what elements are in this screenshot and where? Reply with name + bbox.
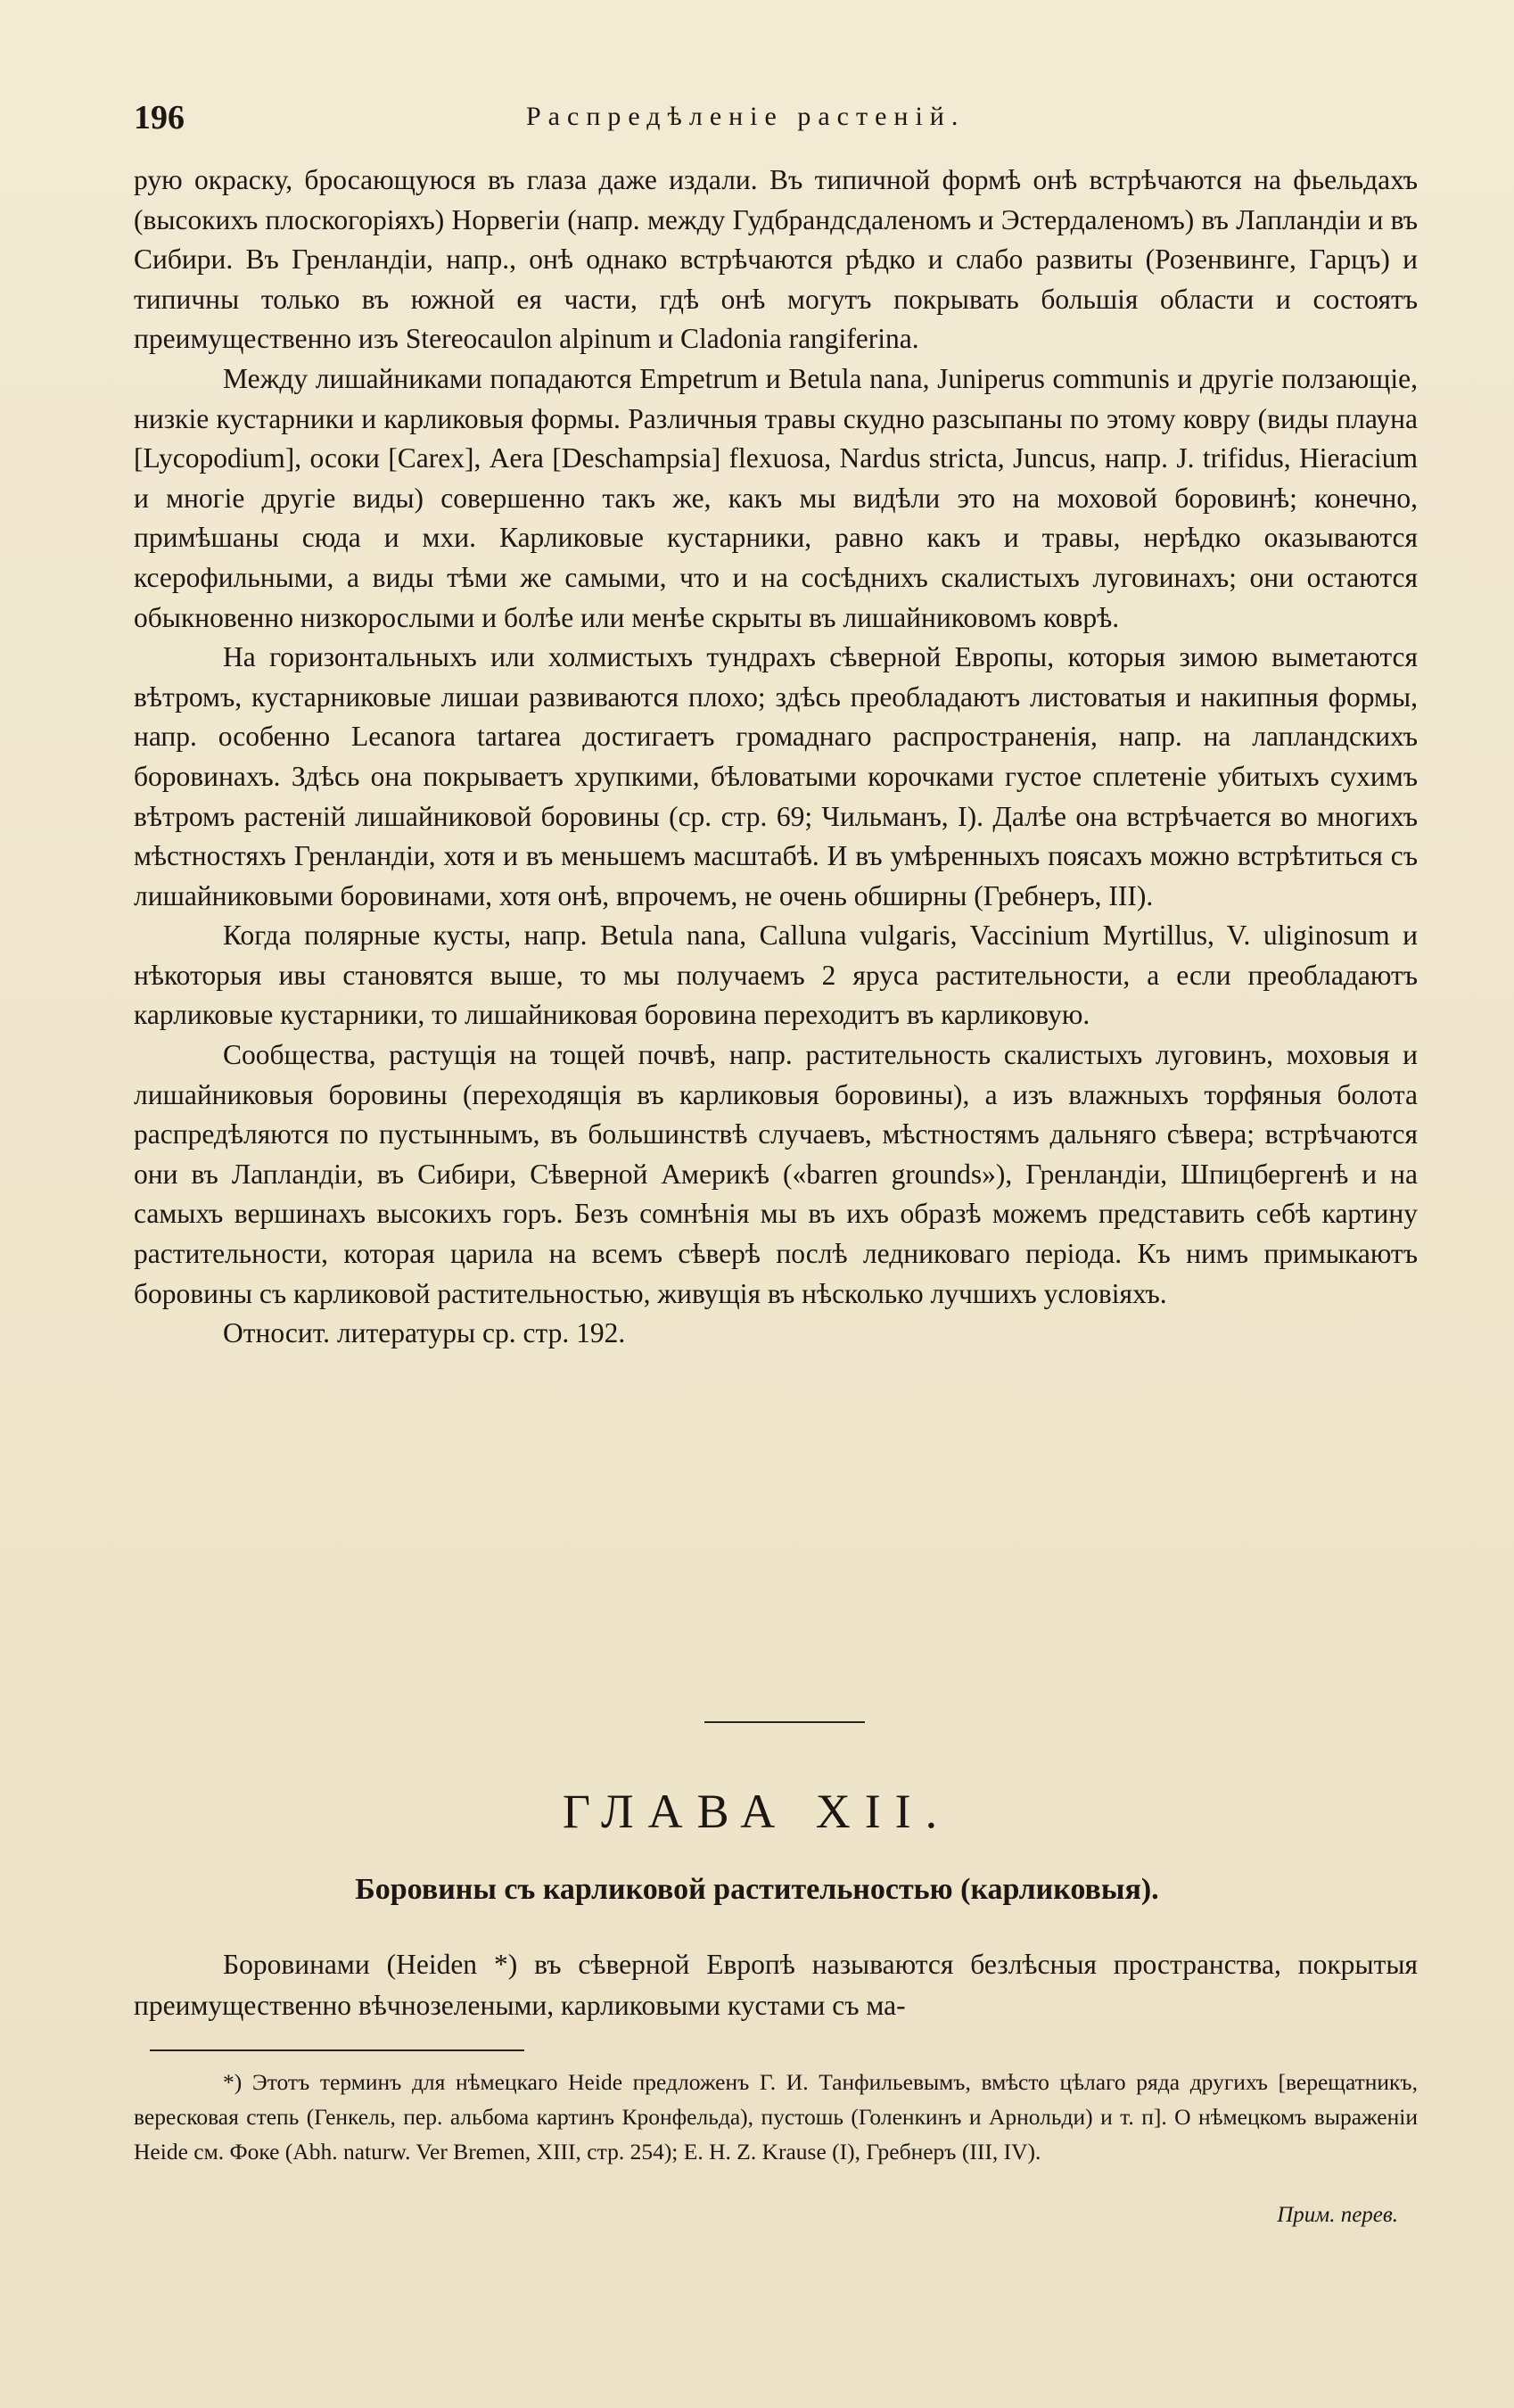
chapter-title: ГЛАВА XII. xyxy=(562,1785,952,1838)
chapter-intro xyxy=(134,1944,1418,2026)
page-header xyxy=(134,89,1398,143)
paragraph-4: Когда полярные кусты, напр. Betula nana, Calluna vulgaris, Vaccinium Myrtillus, V. uliginosum и нѣкоторыя ивы становятся выше, то мы получаемъ 2 яруса растительности, а если преобладаютъ карликовые кустарники, то лишайниковая боровина переходитъ въ карликовую. xyxy=(134,919,1418,1031)
footnote-signature: Прим. перев. xyxy=(1277,2203,1398,2227)
footnote-text: *) Этотъ терминъ для нѣмецкаго Heide предложенъ Г. И. Танфильевымъ, вмѣсто цѣлаго ряда другихъ [верещатникъ, вересковая степь (Генкель, пер. альбома картинъ Кронфельда), пустошь (Голенкинъ и Арнольди) и т. п]. О нѣмецкомъ выраженіи Heide см. Фоке (Abh. naturw. Ver Bremen, XIII, стр. 254); Е. Н. Z. Krause (I), Гребнеръ (III, IV). xyxy=(134,2069,1418,2165)
section-divider xyxy=(704,1721,865,1723)
paragraph-1: рую окраску, бросающуюся въ глаза даже издали. Въ типичной формѣ онѣ встрѣчаются на фьельдахъ (высокихъ плоскогоріяхъ) Норвегіи (напр. между Гудбрандсдаленомъ и Эстердаленомъ) въ Лапландіи и въ Сибири. Въ Гренландіи, напр., онѣ однако встрѣчаются рѣдко и слабо развиты (Розенвинге, Гарцъ) и типичны только въ южной ея части, гдѣ онѣ могутъ покрывать большія области и состоятъ преимущественно изъ Stereocaulon alpinum и Cladonia rangiferina. xyxy=(134,164,1418,355)
chapter-subtitle: Боровины съ карликовой растительностью (карликовыя). xyxy=(355,1873,1159,1906)
paragraph-2: Между лишайниками попадаются Empetrum и Betula nana, Juniperus communis и другіе ползающіе, низкіе кустарники и карликовыя формы. Различныя травы скудно разсыпаны по этому ковру (виды плауна [Lycopodium], осоки [Carex], Aera [Deschampsia] flexuosa, Nardus stricta, Juncus, напр. J. trifidus, Hieracium и многіе другіе виды) совершенно такъ же, какъ мы видѣли это на моховой боровинѣ; конечно, примѣшаны сюда и мхи. Карликовые кустарники, равно какъ и травы, нерѣдко оказываются ксерофильными, а виды тѣми же самыми, что и на сосѣднихъ скалистыхъ луговинахъ; они остаются обыкновенно низкорослыми и болѣе или менѣе скрыты въ лишайниковомъ коврѣ. xyxy=(134,362,1418,633)
body-text xyxy=(134,161,1418,1354)
paragraph-5: Сообщества, растущія на тощей почвѣ, напр. растительность скалистыхъ луговинъ, моховыя и лишайниковыя боровины (переходящія въ карликовыя боровины), а изъ влажныхъ торфяныя болота распредѣляются по пустыннымъ, въ большинствѣ случаевъ, мѣстностямъ дальняго сѣвера; встрѣчаются они въ Лапландіи, въ Сибири, Сѣверной Америкѣ («barren grounds»), Гренландіи, Шпицбергенѣ и на самыхъ вершинахъ высокихъ горъ. Безъ сомнѣнія мы въ ихъ образѣ можемъ представить себѣ картину растительности, которая царила на всемъ сѣверѣ послѣ ледниковаго періода. Къ нимъ примыкаютъ боровины съ карликовой растительностью, живущія въ нѣсколько лучшихъ условіяхъ. xyxy=(134,1039,1418,1309)
footnote-rule xyxy=(150,2049,524,2051)
chapter-intro-paragraph: Боровинами (Heiden *) въ сѣверной Европѣ называются безлѣсныя пространства, покрытыя преимущественно вѣчнозелеными, карликовыми кустами съ ма- xyxy=(134,1949,1418,2021)
page-number: 196 xyxy=(134,99,185,136)
paragraph-3: На горизонтальныхъ или холмистыхъ тундрахъ сѣверной Европы, которыя зимою выметаются вѣтромъ, кустарниковые лишаи развиваются плохо; здѣсь преобладаютъ листоватыя и накипныя формы, напр. особенно Lecanora tartarea достигаетъ громаднаго распространенія, напр. на лапландскихъ боровинахъ. Здѣсь она покрываетъ хрупкими, бѣловатыми корочками густое сплетеніе убитыхъ сухимъ вѣтромъ растеній лишайниковой боровины (ср. стр. 69; Чильманъ, I). Далѣе она встрѣчается во многихъ мѣстностяхъ Гренландіи, хотя и въ меньшемъ масштабѣ. И въ умѣренныхъ поясахъ можно встрѣтиться съ лишайниковыми боровинами, хотя онѣ, впрочемъ, не очень обширны (Гребнеръ, III). xyxy=(134,641,1418,911)
paragraph-6: Относит. литературы ср. стр. 192. xyxy=(223,1317,626,1349)
running-head: Распредѣленіе растеній. xyxy=(526,102,966,131)
footnote xyxy=(134,2065,1418,2169)
